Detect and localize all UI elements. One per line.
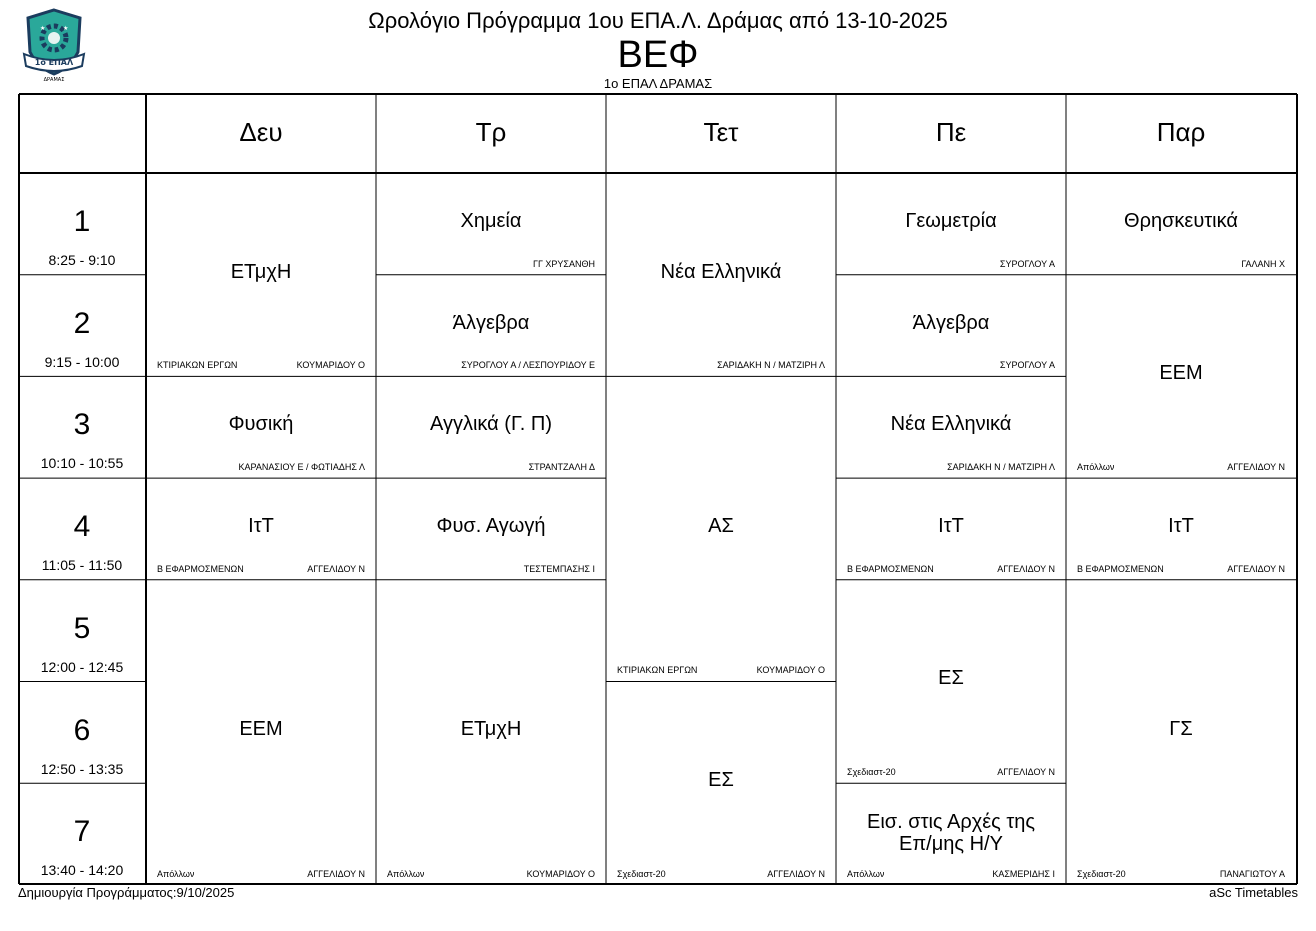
lesson-subject: ΑΣ [708, 514, 734, 537]
lesson-subject: Γεωμετρία [905, 209, 997, 232]
lesson-teacher: ΑΓΓΕΛΙΔΟΥ Ν [767, 868, 825, 879]
lesson-cell[interactable] [376, 173, 606, 269]
lesson-subject: ΕΤμχΗ [230, 260, 292, 283]
page-title: Ωρολόγιο Πρόγραμμα 1ου ΕΠΑ.Λ. Δράμας από 13-10-2025 [368, 8, 948, 33]
lesson-cell[interactable] [146, 580, 376, 879]
lesson-teacher: ΓΑΛΑΝΗ Χ [1241, 258, 1285, 269]
day-header: Δευ [239, 117, 283, 147]
logo-subtext: ΔΡΑΜΑΣ [43, 77, 65, 83]
lesson-cell[interactable] [1066, 275, 1296, 472]
lesson-teacher: ΑΓΓΕΛΙΔΟΥ Ν [1227, 563, 1285, 574]
lesson-room: Σχεδιαστ-20 [1077, 868, 1126, 879]
period-number: 5 [73, 611, 91, 645]
lesson-room: Απόλλων [387, 868, 425, 879]
lesson-cell[interactable] [1066, 173, 1296, 269]
lesson-teacher: ΓΓ ΧΡΥΣΑΝΘΗ [533, 258, 595, 269]
lesson-teacher: ΚΟΥΜΑΡΙΔΟΥ Ο [526, 868, 595, 879]
lesson-subject: ΕΕΜ [1159, 362, 1203, 385]
lesson-subject: Νέα Ελληνικά [660, 260, 782, 283]
class-name: ΒΕΦ [617, 34, 699, 76]
lesson-cell[interactable] [1066, 478, 1296, 574]
lesson-teacher: ΚΟΥΜΑΡΙΔΟΥ Ο [756, 665, 825, 676]
lesson-cell[interactable] [376, 478, 606, 574]
lesson-cell[interactable] [836, 275, 1066, 371]
lesson-teacher: ΑΓΓΕΛΙΔΟΥ Ν [997, 767, 1055, 778]
lesson-subject: Φυσ. Αγωγή [436, 514, 546, 537]
lesson-cell[interactable] [1066, 580, 1296, 879]
lesson-room: Απόλλων [157, 868, 195, 879]
period-time: 10:10 - 10:55 [40, 455, 124, 472]
lesson-cell[interactable] [376, 376, 606, 472]
lesson-subject: ΕΣ [708, 769, 734, 792]
lesson-teacher: ΑΓΓΕΛΙΔΟΥ Ν [1227, 462, 1285, 473]
svg-text:★: ★ [63, 25, 69, 32]
lesson-teacher: ΚΑΡΑΝΑΣΙΟΥ Ε / ΦΩΤΙΑΔΗΣ Λ [238, 462, 365, 473]
lesson-subject: Νέα Ελληνικά [890, 413, 1012, 436]
lesson-teacher: ΑΓΓΕΛΙΔΟΥ Ν [307, 868, 365, 879]
lesson-subject: ΕΤμχΗ [460, 718, 522, 741]
lesson-subject: Θρησκευτικά [1124, 209, 1238, 232]
lesson-cell[interactable] [146, 478, 376, 574]
lesson-room: Σχεδιαστ-20 [847, 767, 896, 778]
day-header: Τετ [703, 117, 739, 147]
period-number: 3 [73, 408, 91, 442]
lesson-room: Β ΕΦΑΡΜΟΣΜΕΝΩΝ [157, 563, 244, 574]
period-number: 2 [73, 306, 91, 340]
lesson-subject: Εισ. στις Αρχές της Επ/μης Η/Υ [866, 811, 1035, 856]
lesson-subject: Άλγεβρα [452, 311, 530, 334]
lesson-room: Απόλλων [847, 868, 885, 879]
lesson-cell[interactable] [836, 580, 1066, 777]
lesson-cell[interactable] [376, 275, 606, 371]
period-number: 7 [73, 815, 91, 849]
lesson-subject: ΙτΤ [938, 514, 964, 537]
creation-date: Δημιουργία Προγράμματος:9/10/2025 [18, 885, 235, 900]
period-time: 12:50 - 13:35 [40, 760, 124, 777]
lesson-room: Απόλλων [1077, 462, 1115, 473]
lesson-cell[interactable] [606, 173, 836, 370]
lesson-subject: ΓΣ [1169, 718, 1193, 741]
lesson-cell[interactable] [146, 173, 376, 370]
lesson-teacher: ΚΑΣΜΕΡΙΔΗΣ Ι [992, 868, 1055, 879]
lesson-subject: ΙτΤ [1168, 514, 1194, 537]
lesson-subject: Άλγεβρα [912, 311, 990, 334]
lesson-subject: Αγγλικά (Γ. Π) [430, 413, 552, 436]
brand-label: aSc Timetables [1209, 885, 1298, 900]
lesson-teacher: ΑΓΓΕΛΙΔΟΥ Ν [307, 563, 365, 574]
lesson-cell[interactable] [836, 376, 1066, 472]
lesson-cell[interactable] [836, 783, 1066, 879]
lesson-teacher: ΣΑΡΙΔΑΚΗ Ν / ΜΑΤΖΙΡΗ Λ [947, 462, 1055, 473]
lesson-subject: ΙτΤ [248, 514, 274, 537]
period-time: 13:40 - 14:20 [40, 862, 124, 879]
lesson-teacher: ΣΥΡΟΓΛΟΥ Α / ΛΕΣΠΟΥΡΙΔΟΥ Ε [461, 360, 595, 371]
lesson-cell[interactable] [146, 376, 376, 472]
school-name: 1ο ΕΠΑΛ ΔΡΑΜΑΣ [603, 76, 713, 91]
lesson-teacher: ΣΥΡΟΓΛΟΥ Α [999, 360, 1055, 371]
lesson-room: Β ΕΦΑΡΜΟΣΜΕΝΩΝ [1077, 563, 1164, 574]
lesson-teacher: ΑΓΓΕΛΙΔΟΥ Ν [997, 563, 1055, 574]
lesson-subject: Φυσική [228, 413, 294, 436]
lesson-teacher: ΤΕΣΤΕΜΠΑΣΗΣ Ι [523, 563, 595, 574]
school-logo [20, 8, 88, 84]
lesson-teacher: ΣΑΡΙΔΑΚΗ Ν / ΜΑΤΖΙΡΗ Λ [717, 360, 825, 371]
lesson-room: Β ΕΦΑΡΜΟΣΜΕΝΩΝ [847, 563, 934, 574]
period-time: 9:15 - 10:00 [44, 353, 120, 370]
period-number: 6 [73, 713, 91, 747]
day-header: Τρ [475, 117, 507, 147]
logo-text: 1ο ΕΠΑΛ [34, 58, 74, 67]
lesson-cell[interactable] [376, 580, 606, 879]
lesson-subject: Χημεία [460, 209, 522, 232]
lesson-subject: ΕΕΜ [239, 718, 283, 741]
period-time: 12:00 - 12:45 [40, 658, 124, 675]
period-time: 11:05 - 11:50 [41, 557, 123, 574]
lesson-cell[interactable] [836, 478, 1066, 574]
lesson-teacher: ΚΟΥΜΑΡΙΔΟΥ Ο [296, 360, 365, 371]
day-header: Πε [935, 117, 967, 147]
lesson-teacher: ΠΑΝΑΓΙΩΤΟΥ Α [1219, 868, 1285, 879]
lesson-cell[interactable] [606, 682, 836, 879]
timetable-grid [18, 93, 1298, 885]
lesson-teacher: ΣΤΡΑΝΤΖΑΛΗ Δ [528, 462, 595, 473]
svg-text:★: ★ [40, 25, 46, 32]
lesson-room: ΚΤΙΡΙΑΚΩΝ ΕΡΓΩΝ [617, 665, 698, 676]
lesson-cell[interactable] [606, 376, 836, 675]
period-number: 1 [73, 205, 91, 238]
period-time: 8:25 - 9:10 [48, 252, 116, 268]
lesson-cell[interactable] [836, 173, 1066, 269]
lesson-room: ΚΤΙΡΙΑΚΩΝ ΕΡΓΩΝ [157, 360, 238, 371]
day-header: Παρ [1156, 117, 1206, 147]
lesson-teacher: ΣΥΡΟΓΛΟΥ Α [999, 258, 1055, 269]
lesson-subject: ΕΣ [938, 667, 964, 690]
lesson-room: Σχεδιαστ-20 [617, 868, 666, 879]
period-number: 4 [73, 510, 91, 544]
